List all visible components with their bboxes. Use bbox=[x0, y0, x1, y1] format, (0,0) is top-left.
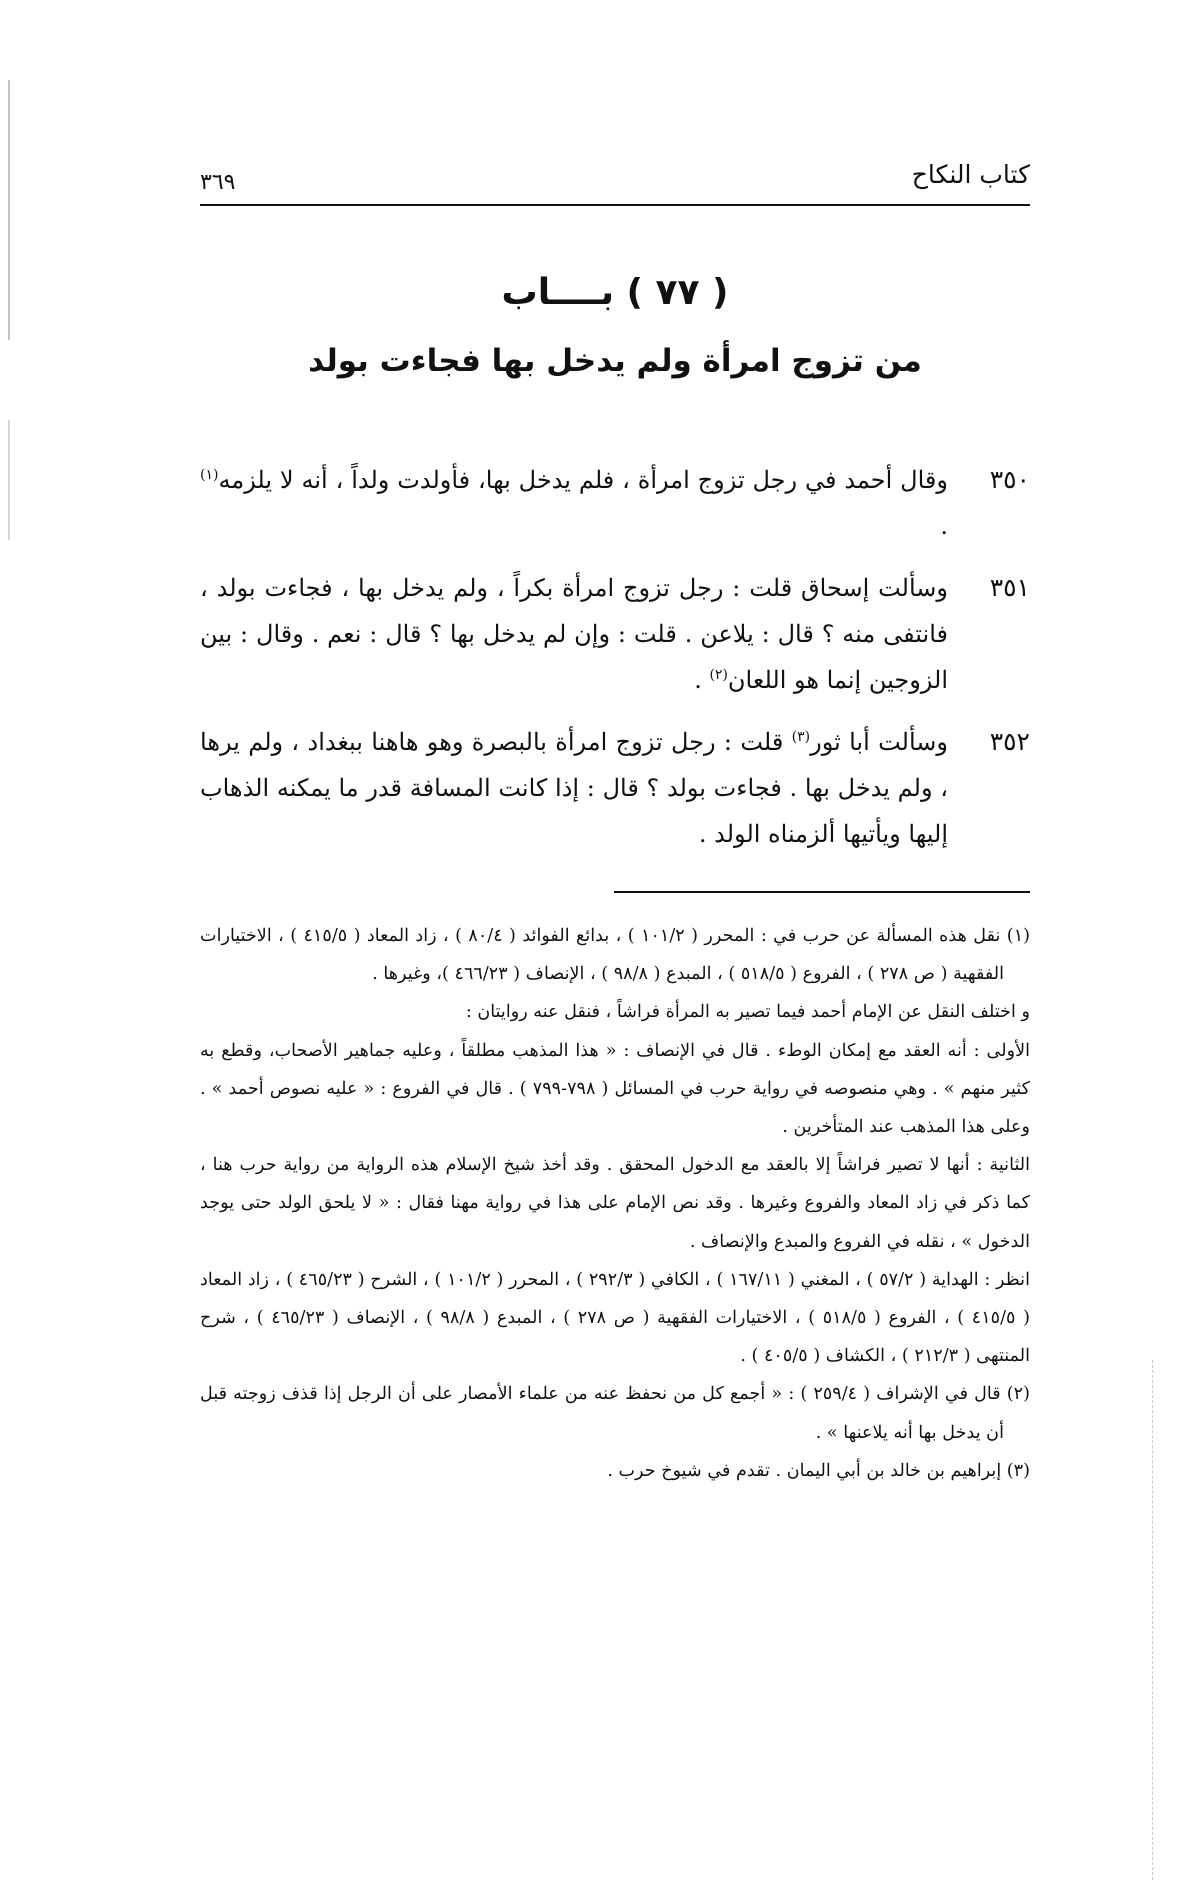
footnote-ref: (٣) bbox=[791, 729, 811, 745]
page bbox=[200, 150, 1030, 1490]
entry-number: ٣٥٢ bbox=[989, 727, 1030, 756]
footnote-1-para: الأولى : أنه العقد مع إمكان الوطء . قال في الإنصاف : « هذا المذهب مطلقاً ، وعليه جماهير الأصحاب، وقطع به كثير منهم » . وهي منصوصه في رواية حرب في المسائل ( ٧٩٨-٧٩٩ ) . قال في الفروع : « عليه نصوص أحمد » . وعلى هذا المذهب عند المتأخرين . bbox=[200, 1040, 1030, 1138]
footnote-3: (٣) إبراهيم بن خالد بن أبي اليمان . تقدم في شيوخ حرب . bbox=[607, 1460, 1030, 1481]
entry-text bbox=[200, 719, 948, 857]
footnote-1: (١) نقل هذه المسألة عن حرب في : المحرر ( ١٠١/٢ ) ، بدائع الفوائد ( ٨٠/٤ ) ، زاد المعاد ( ٤١٥/٥ ) ، الاختيارات الفقهية ( ص ٢٧٨ ) ، الفروع ( ٥١٨/٥ ) ، المبدع ( ٩٨/٨ ) ، الإنصاف ( ٤٦٦/٢٣ )، وغيرها . bbox=[200, 926, 1031, 985]
entry-351 bbox=[200, 565, 1030, 703]
entry-text bbox=[200, 457, 948, 549]
page-number: ٣٦٩ bbox=[200, 170, 236, 195]
entry-tail: . bbox=[694, 666, 710, 694]
entry-350 bbox=[200, 457, 1030, 549]
footnote-ref: (٢) bbox=[709, 667, 728, 683]
scan-edge-mark bbox=[1151, 1360, 1153, 1880]
entry-352 bbox=[200, 719, 1030, 857]
scan-edge-mark bbox=[8, 420, 10, 540]
entry-body: وسألت إسحاق قلت : رجل تزوج امرأة بكراً ، ولم يدخل بها ، فجاءت بولد ، فانتفى منه ؟ قال : يلاعن . قلت : وإن لم يدخل بها ؟ قال : نعم . وقال : بين الزوجين إنما هو اللعان bbox=[200, 574, 948, 694]
footnotes bbox=[200, 917, 1030, 1490]
entry-text bbox=[200, 565, 948, 703]
footnote-ref: (١) bbox=[200, 467, 219, 483]
footnote-1-para: انظر : الهداية ( ٥٧/٢ ) ، المغني ( ١٦٧/١١ ) ، الكافي ( ٢٩٢/٣ ) ، المحرر ( ١٠١/٢ ) ، الشرح ( ٤٦٥/٢٣ ) ، زاد المعاد ( ٤١٥/٥ ) ، الفروع ( ٥١٨/٥ ) ، الاختيارات الفقهية ( ص ٢٧٨ ) ، المبدع ( ٩٨/٨ ) ، الإنصاف ( ٤٦٥/٢٣ ) ، شرح المنتهى ( ٢١٢/٣ ) ، الكشاف ( ٤٠٥/٥ ) . bbox=[200, 1269, 1030, 1367]
entry-number: ٣٥٠ bbox=[989, 465, 1030, 494]
entry-number: ٣٥١ bbox=[989, 573, 1030, 602]
footnote-1-para: و اختلف النقل عن الإمام أحمد فيما تصير به المرأة فراشاً ، فنقل عنه روايتان : bbox=[465, 1002, 1030, 1023]
chapter-heading: ( ٧٧ ) بــــاب bbox=[501, 272, 729, 313]
entry-tail: قلت : رجل تزوج امرأة بالبصرة وهو هاهنا ببغداد ، ولم يرها ، ولم يدخل بها . فجاءت بولد ؟ قال : إذا كانت المسافة قدر ما يمكنه الذهاب إليها ويأتيها ألزمناه الولد . bbox=[200, 728, 948, 848]
book-title: كتاب النكاح bbox=[911, 160, 1030, 189]
entry-body: وقال أحمد في رجل تزوج امرأة ، فلم يدخل بها، فأولدت ولداً ، أنه لا يلزمه bbox=[218, 466, 948, 494]
chapter-title: من تزوج امرأة ولم يدخل بها فجاءت بولد bbox=[308, 343, 922, 379]
scan-edge-mark bbox=[8, 80, 10, 340]
entry-tail: . bbox=[940, 512, 948, 540]
footnote-2: (٢) قال في الإشراف ( ٢٥٩/٤ ) : « أجمع كل من نحفظ عنه من علماء الأمصار على أن الرجل إذا قذف زوجته قبل أن يدخل بها أنه يلاعنها » . bbox=[200, 1384, 1030, 1443]
entry-body: وسألت أبا ثور bbox=[810, 728, 948, 756]
footnote-1-para: الثانية : أنها لا تصير فراشاً إلا بالعقد مع الدخول المحقق . وقد أخذ شيخ الإسلام هذه الرواية من رواية حرب هنا ، كما ذكر في زاد المعاد والفروع وغيرها . وقد نص الإمام على هذا في رواية مهنا فقال : « لا يلحق الولد حتى يوجد الدخول » ، نقله في الفروع والمبدع والإنصاف . bbox=[200, 1155, 1030, 1252]
header-rule bbox=[200, 204, 1030, 206]
entries bbox=[200, 457, 1030, 857]
running-head bbox=[200, 150, 1030, 200]
footnote-rule bbox=[614, 891, 1030, 893]
